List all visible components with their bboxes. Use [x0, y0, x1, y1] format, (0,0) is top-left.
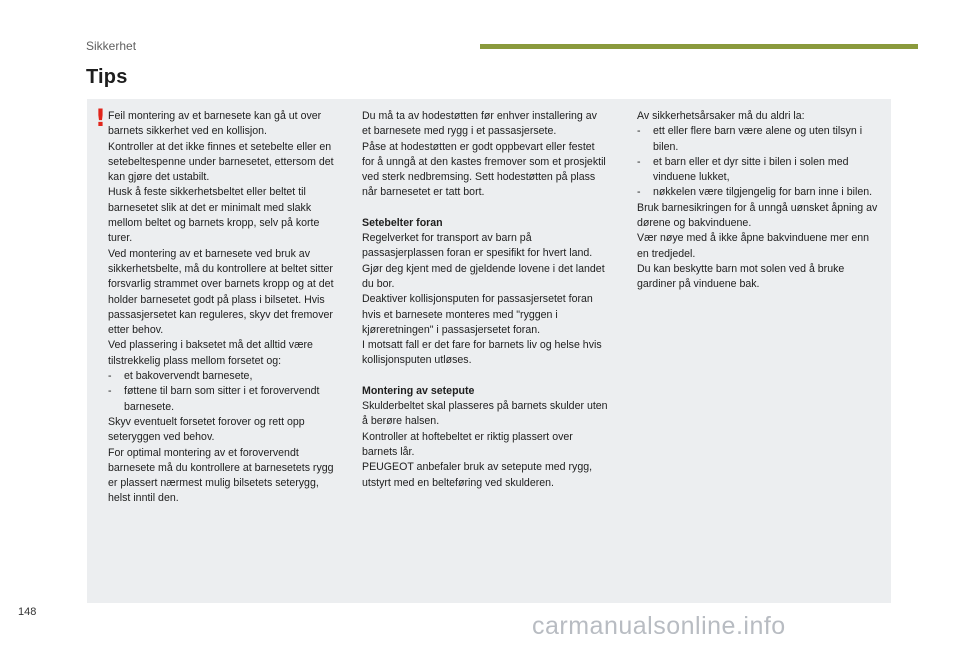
list-item-text: føttene til barn som sitter i et forovervendt barnesete. [124, 385, 320, 413]
section-accent-bar [480, 44, 918, 49]
paragraph: Du må ta av hodestøtten før enhver installering av et barnesete med rygg i et passasjersete. [362, 110, 597, 138]
subheading-booster-seat: Montering av setepute [362, 384, 475, 397]
paragraph: Skulderbeltet skal plasseres på barnets skulder uten å berøre halsen. [362, 400, 608, 428]
list-dash: - [637, 155, 641, 168]
section-label: Sikkerhet [86, 39, 137, 53]
paragraph: I motsatt fall er det fare for barnets liv og helse hvis kollisjonsputen utløses. [362, 339, 602, 367]
list-item-text: et barn eller et dyr sitte i bilen i solen med vinduene lukket, [653, 155, 849, 184]
list-item [108, 384, 344, 415]
subheading-front-belts: Setebelter foran [362, 216, 443, 229]
paragraph: Kontroller at hoftebeltet er riktig plassert over barnets lår. [362, 430, 573, 458]
paragraph: Kontroller at det ikke finnes et setebelte eller en setebeltespenne under barnesetet, ettersom det kan gjøre det ustabilt. [108, 140, 334, 184]
list-item-text: et bakovervendt barnesete, [124, 370, 253, 383]
paragraph: Ved plassering i baksetet må det alltid være tilstrekkelig plass mellom forsetet og: [108, 339, 313, 367]
paragraph: PEUGEOT anbefaler bruk av setepute med rygg, utstyrt med en belteføring ved skulderen. [362, 461, 593, 489]
paragraph: For optimal montering av et forovervendt barnesete må du kontrollere at barnesetets rygg er plassert nærmest mulig bilsetets seterygg, helst inntil den. [108, 446, 334, 505]
paragraph: Feil montering av et barnesete kan gå ut over barnets sikkerhet ved en kollisjon. [108, 110, 322, 138]
paragraph: Deaktiver kollisjonsputen for passasjersetet foran hvis et barnesete monteres med "ryggen i kjøreretningen" i passasjersetet foran. [362, 293, 593, 336]
page-title: Tips [86, 66, 128, 88]
paragraph: Ved montering av et barnesete ved bruk av sikkerhetsbelte, må du kontrollere at beltet sitter forsvarlig strammet over barnets kropp og at det holder barnesetet godt på plass i bilsetet. Hvis passasjersetet kan reguleres, skyv det fremover etter behov. [108, 247, 334, 337]
paragraph: Husk å feste sikkerhetsbeltet eller beltet til barnesetet slik at det er minimalt med slakk mellom beltet og barnets kropp, selv på korte turer. [108, 186, 320, 245]
list-item [637, 124, 883, 155]
paragraph: Regelverket for transport av barn på passasjerplassen foran er spesifikt for hvert land. Gjør deg kjent med de gjeldende lovene i det landet du bor. [362, 232, 605, 290]
paragraph: Bruk barnesikringen for å unngå uønsket åpning av dørene og bakvinduene. [637, 201, 878, 230]
list-item [637, 155, 883, 186]
paragraph: Av sikkerhetsårsaker må du aldri la: [637, 110, 805, 122]
column-3 [637, 109, 883, 293]
list-item [637, 185, 883, 200]
list-item-text: ett eller flere barn være alene og uten tilsyn i bilen. [653, 125, 863, 153]
column-1 [108, 109, 344, 507]
list-dash: - [108, 385, 112, 398]
column-2 [362, 109, 608, 491]
paragraph: Påse at hodestøtten er godt oppbevart eller festet for å unngå at den kastes fremover som et prosjektil ved sterk nedbremsing. Sett hodestøtten på plass når barnesetet er tatt bort. [362, 140, 606, 199]
warning-icon: ! [95, 104, 106, 132]
watermark: carmanualsonline.info [532, 612, 786, 640]
list-item [108, 369, 344, 384]
list-dash: - [637, 125, 641, 138]
paragraph: Vær nøye med å ikke åpne bakvinduene mer enn en tredjedel. [637, 232, 870, 260]
paragraph: Du kan beskytte barn mot solen ved å bruke gardiner på vinduene bak. [637, 262, 845, 291]
page-number: 148 [18, 606, 37, 618]
paragraph: Skyv eventuelt forsetet forover og rett opp seteryggen ved behov. [108, 415, 305, 444]
list-dash: - [637, 186, 641, 199]
list-dash: - [108, 370, 112, 383]
list-item-text: nøkkelen være tilgjengelig for barn inne i bilen. [653, 186, 873, 199]
